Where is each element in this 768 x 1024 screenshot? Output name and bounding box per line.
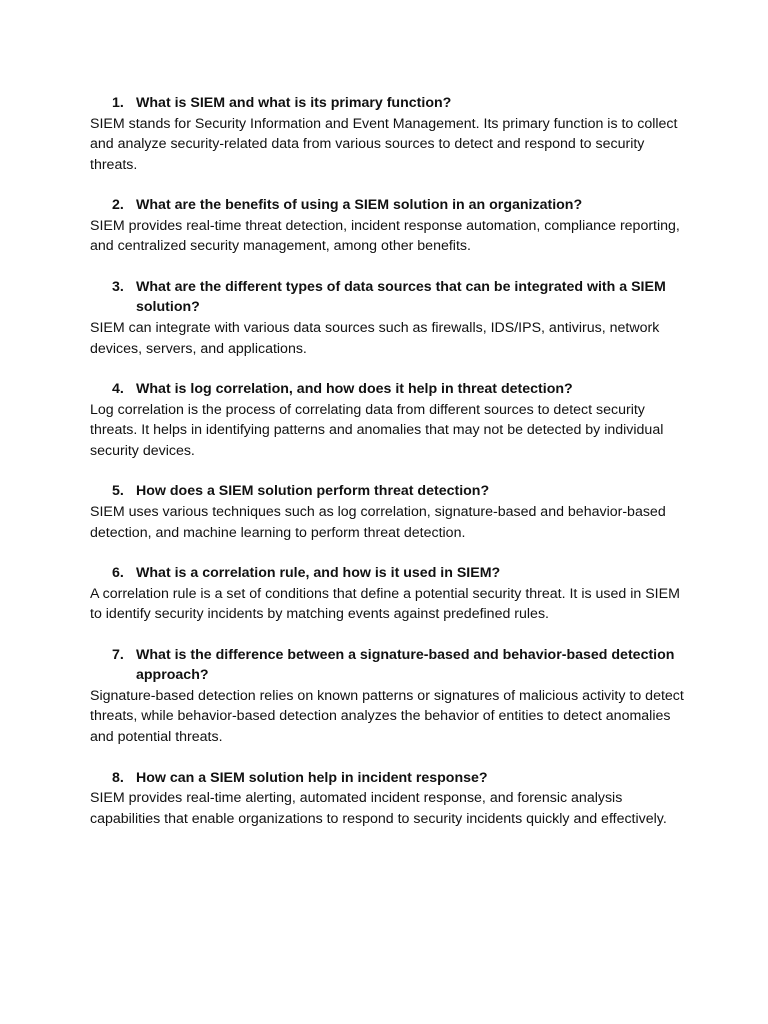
question-7 [90, 645, 690, 686]
qa-item-6 [90, 563, 690, 625]
question-6 [90, 563, 690, 584]
question-number-8: 8. [112, 769, 124, 786]
qa-item-1 [90, 93, 690, 175]
document-page [90, 93, 690, 849]
question-text-7: What is the difference between a signature-based and behavior-based detection approach? [136, 646, 675, 684]
question-number-3: 3. [112, 278, 124, 295]
question-text-1: What is SIEM and what is its primary function? [136, 95, 452, 111]
question-3 [90, 277, 690, 318]
question-2 [90, 195, 690, 216]
qa-item-8 [90, 768, 690, 830]
question-number-7: 7. [112, 646, 124, 663]
question-text-6: What is a correlation rule, and how is it used in SIEM? [136, 565, 501, 582]
question-1 [90, 93, 690, 114]
question-8 [90, 768, 690, 789]
question-number-4: 4. [112, 381, 124, 398]
answer-2: SIEM provides real-time threat detection, incident response automation, compliance reporting, and centralized security management, among other benefits. [90, 217, 680, 255]
answer-4: Log correlation is the process of correlating data from different sources to detect security threats. It helps in identifying patterns and anomalies that may not be detected by individual security devices. [90, 401, 664, 459]
qa-item-3 [90, 277, 690, 359]
question-number-5: 5. [112, 483, 124, 500]
qa-item-4 [90, 379, 690, 461]
qa-item-2 [90, 195, 690, 257]
question-number-6: 6. [112, 565, 124, 582]
qa-item-7 [90, 645, 690, 748]
question-4 [90, 379, 690, 400]
question-5 [90, 481, 690, 502]
answer-3: SIEM can integrate with various data sources such as firewalls, IDS/IPS, antivirus, network devices, servers, and applications. [90, 319, 660, 357]
question-text-5: How does a SIEM solution perform threat detection? [136, 483, 490, 500]
question-text-4: What is log correlation, and how does it help in threat detection? [136, 381, 573, 398]
answer-7: Signature-based detection relies on known patterns or signatures of malicious activity to detect threats, while behavior-based detection analyzes the behavior of entities to detect anomalies and potential threats. [90, 687, 684, 745]
answer-5: SIEM uses various techniques such as log correlation, signature-based and behavior-based detection, and machine learning to perform threat detection. [90, 503, 666, 541]
question-number-1: 1. [112, 95, 124, 111]
answer-8: SIEM provides real-time alerting, automated incident response, and forensic analysis capabilities that enable organizations to respond to security incidents quickly and effectively. [90, 790, 667, 827]
question-number-2: 2. [112, 197, 124, 214]
question-text-8: How can a SIEM solution help in incident response? [136, 769, 488, 786]
question-text-3: What are the different types of data sources that can be integrated with a SIEM solution? [136, 278, 666, 316]
answer-6: A correlation rule is a set of conditions that define a potential security threat. It is used in SIEM to identify security incidents by matching events against predefined rules. [90, 585, 680, 623]
answer-1: SIEM stands for Security Information and Event Management. Its primary function is to collect and analyze security-related data from various sources to detect and respond to security threats. [90, 115, 678, 173]
question-text-2: What are the benefits of using a SIEM solution in an organization? [136, 197, 583, 214]
qa-item-5 [90, 481, 690, 543]
